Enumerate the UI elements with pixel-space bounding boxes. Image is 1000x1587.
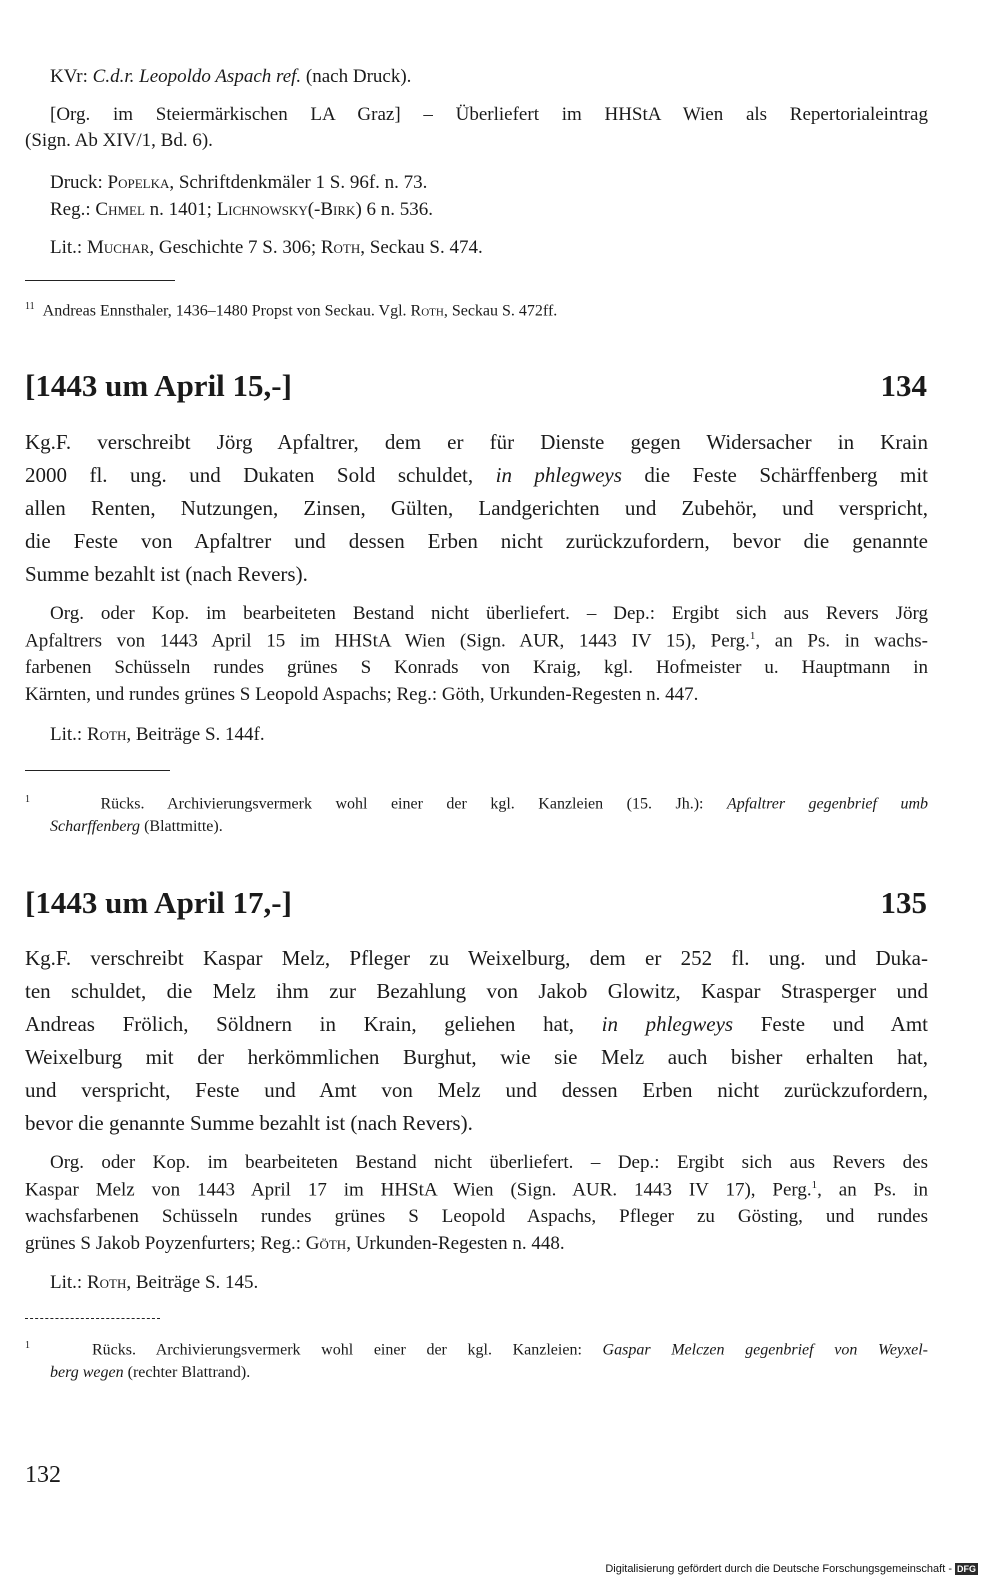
entry-135-body: bevor die genannte Summe bezahlt ist (nach Revers). [25,1111,473,1135]
entry-134-footnote: $^1$ Rücks. Archivierungsvermerk wohl einer der kgl. Kanzleien (15. Jh.): Apfaltrer gegenbrief umb [25,794,929,813]
entry-135-footnote: $^1$ Rücks. Archivierungsvermerk wohl einer der kgl. Kanzleien: Gaspar Melczen gegenbrief von Weyxel- [25,1340,928,1359]
entry-134-note: Org. oder Kop. im bearbeiteten Bestand nicht überliefert. – Dep.: Ergibt sich aus Revers Jörg [50,603,928,624]
druck-line: Druck: Popelka, Schriftdenkmäler 1 S. 96f. n. 73. [50,172,428,193]
entry-135-body: Andreas Frölich, Söldnern in Krain, geliehen hat, in phlegweys Feste und Amt [25,1012,928,1036]
entry-135-lit: Lit.: Roth, Beiträge S. 145. [50,1272,259,1293]
page-number: 132 [25,1462,61,1488]
entry-134-body: 2000 fl. ung. und Dukaten Sold schuldet, in phlegweys die Feste Schärffenberg mit [25,463,929,487]
entry-134-body: allen Renten, Nutzungen, Zinsen, Gülten, Landgerichten und Zubehör, und verspricht, [25,496,928,520]
entry-135-note: Kaspar Melz von 1443 April 17 im HHStA Wien (Sign. AUR. 1443 IV 17), Perg.$^1$, an Ps. in [25,1179,928,1201]
reg-line: Reg.: Chmel n. 1401; Lichnowsky(-Birk) 6 n. 536. [50,199,434,220]
entry-134-number: 134 [880,368,927,403]
entry-134-note: Apfaltrers von 1443 April 15 im HHStA Wien (Sign. AUR, 1443 IV 15), Perg.$^1$, an Ps. in wachs- [25,630,928,652]
entry-135-footnote: berg wegen (rechter Blattrand). [50,1364,251,1381]
kvr-line: KVr: C.d.r. Leopoldo Aspach ref. (nach Druck). [50,66,412,87]
entry-134-note: farbenen Schüsseln rundes grünes S Konrads von Kraig, kgl. Hofmeister u. Hauptmann in [25,657,928,678]
entry-135-body: Kg.F. verschreibt Kaspar Melz, Pfleger zu Weixelburg, dem er 252 fl. ung. und Duka- [25,946,928,970]
entry-134-lit: Lit.: Roth, Beiträge S. 144f. [50,724,265,745]
entry-134-footnote: Scharffenberg (Blattmitte). [50,818,223,835]
entry-135-note: grünes S Jakob Poyzenfurters; Reg.: Göth, Urkunden-Regesten n. 448. [25,1233,565,1254]
entry-134-body: Summe bezahlt ist (nach Revers). [25,562,308,586]
entry-134-note: Kärnten, und rundes grünes S Leopold Aspachs; Reg.: Göth, Urkunden-Regesten n. 447. [25,684,699,705]
entry-135-note: wachsfarbenen Schüsseln rundes grünes S Leopold Aspachs, Pfleger zu Gösting, und rundes [25,1206,928,1227]
footnote-rule [25,1318,160,1319]
entry-134-body: Kg.F. verschreibt Jörg Apfaltrer, dem er für Dienste gegen Widersacher in Krain [25,430,928,454]
entry-135-body: Weixelburg mit der herkömmlichen Burghut, wie sie Melz auch bisher erhalten hat, [25,1045,928,1069]
entry-135-number: 135 [880,885,927,920]
dfg-footer: Digitalisierung gefördert durch die Deutsche Forschungsgemeinschaft - DFG [605,1563,976,1575]
entry-135-body: und verspricht, Feste und Amt von Melz und dessen Erben nicht zurückzufordern, [25,1078,928,1102]
sign-line: (Sign. Ab XIV/1, Bd. 6). [25,130,213,151]
footnote-rule [25,280,175,281]
entry-135-body: ten schuldet, die Melz ihm zur Bezahlung von Jakob Glowitz, Kaspar Strasperger und [25,979,928,1003]
lit-line: Lit.: Muchar, Geschichte 7 S. 306; Roth, Seckau S. 474. [50,237,483,258]
entry-134-date: [1443 um April 15,-] [25,368,292,403]
entry-134-body: die Feste von Apfaltrer und dessen Erben nicht zurückzufordern, bevor die genannte [25,529,928,553]
org-line: [Org. im Steiermärkischen LA Graz] – Überliefert im HHStA Wien als Repertorialeintrag [50,104,928,125]
entry-135-date: [1443 um April 17,-] [25,885,292,920]
footnote-rule [25,770,170,771]
footnote-11: $^{11}$ Andreas Ennsthaler, 1436–1480 Propst von Seckau. Vgl. Roth, Seckau S. 472ff. [25,301,558,320]
dfg-logo: DFG [957,1564,976,1575]
entry-135-note: Org. oder Kop. im bearbeiteten Bestand nicht überliefert. – Dep.: Ergibt sich aus Revers des [50,1152,928,1173]
